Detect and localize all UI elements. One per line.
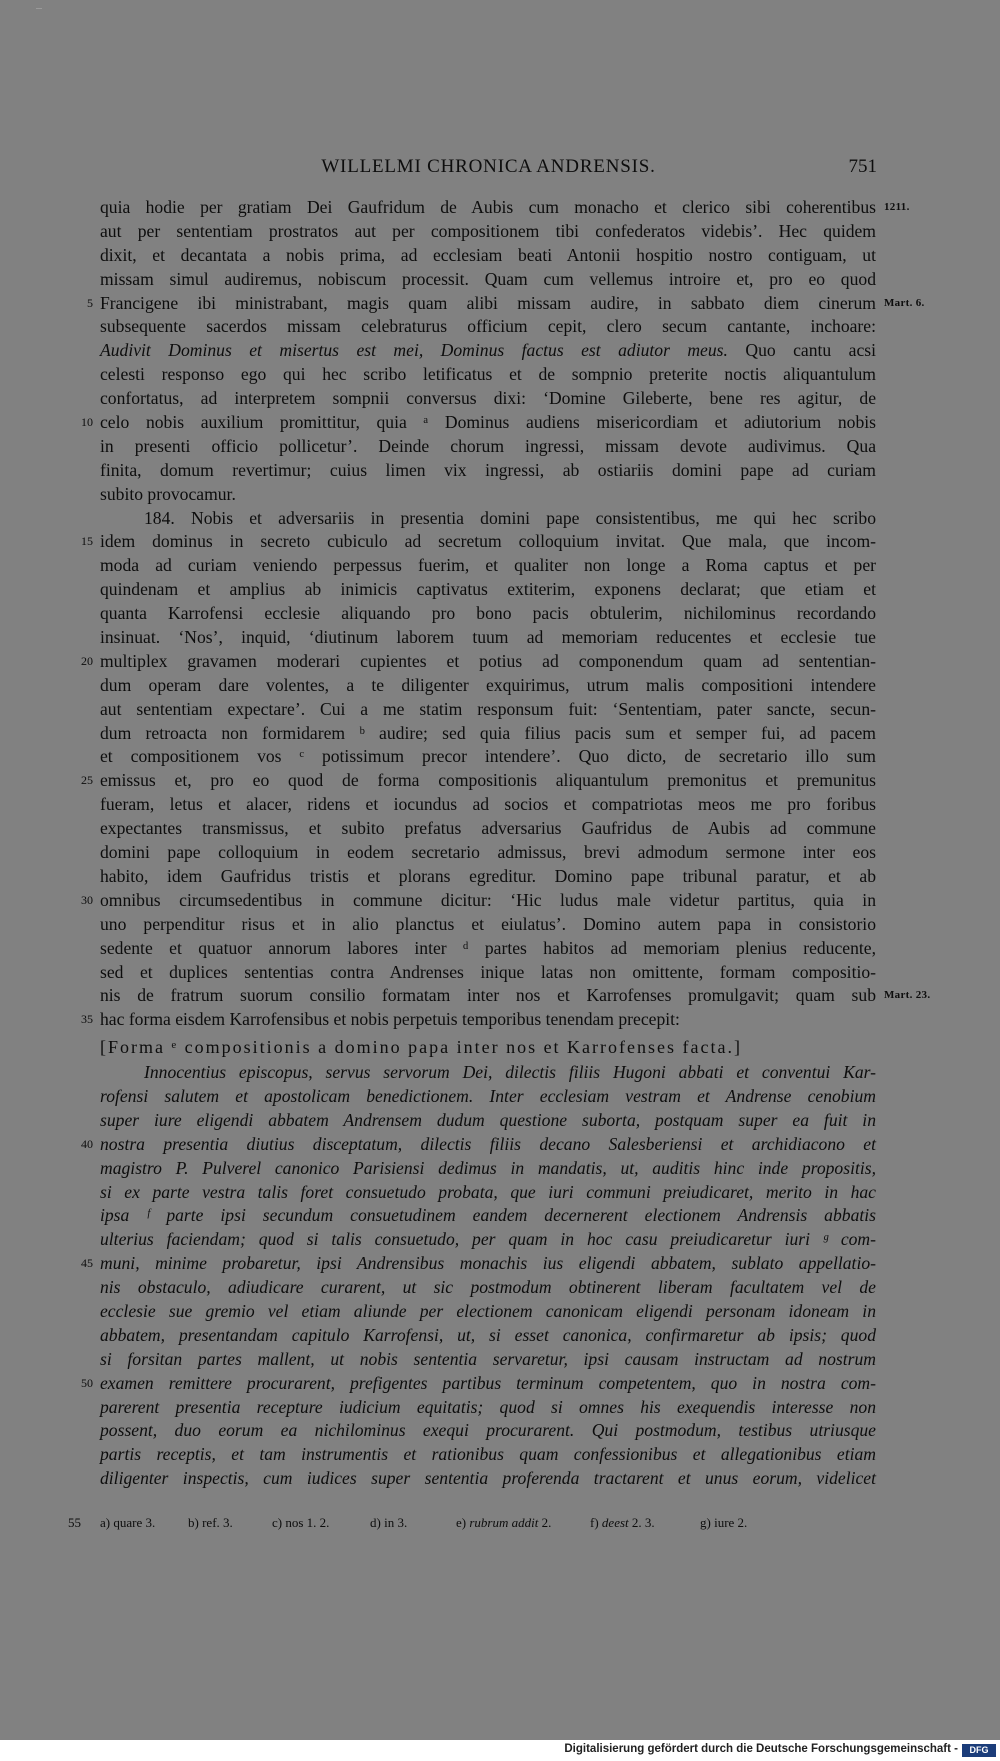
- dfg-logo-icon: DFG: [962, 1744, 996, 1757]
- text-line: missam simul audiremus, nobiscum processit. Quam cum vellemus introire et, pro eo quod: [100, 268, 876, 289]
- line-number: 45: [81, 1256, 93, 1271]
- text-line: confortatus, ad interpretem sompnii conversus dixi: ‘Domine Gileberte, bene res agitur, de: [100, 388, 876, 409]
- text-line: insinuat. ‘Nos’, inquid, ‘diutinum laborem tuum ad memoriam reducentes et ecclesie tue: [100, 627, 876, 648]
- text-line: muni, minime probaretur, ipsi Andrensibus monachis ius eligendi abbatem, sublato appellatio- 45: [100, 1252, 876, 1276]
- footnote: e) rubrum addit 2.: [456, 1515, 552, 1530]
- text-line: uno perpenditur risus et in alio planctus et eiulatus’. Domino autem papa in consistorio: [100, 913, 876, 934]
- text-line: rofensi salutem et apostolicam benedictionem. Inter ecclesiam vestram et Andrense cenobium: [100, 1085, 876, 1106]
- scan-artifact: [36, 8, 42, 9]
- text-line: celesti responso ego qui hec scribo letificatus et de sompnio preterite noctis aliquantulum: [100, 364, 876, 385]
- body-text: [81, 196, 931, 1491]
- text-line: si ex parte vestra talis foret consuetudo probata, que iuri communi preiudicaret, merito in hac: [100, 1181, 876, 1202]
- line-number: 30: [81, 892, 93, 907]
- text-line: celo nobis auxilium promittitur, quia ᵃ Dominus audiens misericordiam et adiutorium nobis 10: [100, 411, 876, 435]
- funding-credit: Digitalisierung gefördert durch die Deutsche Forschungsgemeinschaft -: [564, 1743, 958, 1755]
- line-number: 35: [81, 1012, 93, 1027]
- footnote: b) ref. 3.: [188, 1515, 233, 1530]
- text-line: multiplex gravamen moderari cupientes et potius ad componendum quam ad sententian- 20: [100, 650, 876, 674]
- footnote: f) deest 2. 3.: [590, 1515, 655, 1530]
- line-number: 25: [81, 773, 93, 788]
- text-line: habito, idem Gaufridus tristis et plorans egreditur. Domino pape tribunal paratur, et ab: [100, 865, 876, 886]
- text-line: examen remittere procurarent, prefigentes partibus terminum competentem, quo in nostra com- 50: [100, 1372, 876, 1396]
- text-line: finita, domum revertimur; cuius limen vix ingressi, ab ostiariis domini pape ad curiam: [100, 459, 876, 480]
- running-header: [100, 154, 877, 182]
- text-line: ipsa ᶠ parte ipsi secundum consuetudinem eandem decernerent electionem Andrensis abbatis: [100, 1205, 876, 1226]
- page-number: 751: [848, 156, 877, 177]
- footnote: c) nos 1. 2.: [272, 1515, 330, 1530]
- text-line: subito provocamur.: [100, 483, 236, 504]
- text-line: et compositionem vos ᶜ potissimum precor intendere’. Quo dicto, de secretario illo sum: [100, 746, 876, 767]
- line-number: 10: [81, 415, 93, 430]
- text-line: dum operam dare volentes, a te diligenter exquirimus, utrum malis compositioni intendere: [100, 674, 876, 695]
- footnote: g) iure 2.: [700, 1515, 748, 1530]
- text-line: sedente et quatuor annorum labores inter ᵈ partes habitos ad memoriam plenius reducente,: [100, 937, 876, 958]
- text-line: idem dominus in secreto cubiculo ad secretum colloquium invitat. Que mala, que incom- 15: [100, 530, 876, 554]
- text-line: nis de fratrum suorum consilio formatam inter nos et Karrofenses promulgavit; quam sub Mart. 23.: [100, 984, 876, 1008]
- text-line: dixit, et decantata a nobis prima, ad ecclesiam beati Antonii hospitio nostro contiguam, ut: [100, 244, 876, 265]
- text-line: domini pape colloquium in eodem secretario admissus, brevi admodum sermone inter eos: [100, 842, 876, 863]
- document-heading: [Forma ᵉ compositionis a domino papa inter nos et Karrofenses facta.]: [100, 1037, 742, 1058]
- text-line: parerent presentia recepture iudicium equitatis; quod si omnes his exequendis interesse non: [100, 1396, 876, 1417]
- text-line: magistro P. Pulverel canonico Parisiensi dedimus in mandatis, ut, auditis hinc inde propositis,: [100, 1157, 876, 1178]
- footnote: d) in 3.: [370, 1515, 408, 1530]
- text-line: aut per sententiam prostratos aut per compositionem tibi confederatos videbis’. Hec quidem: [100, 220, 876, 241]
- line-number: 50: [81, 1375, 93, 1390]
- text-line: moda ad curiam veniendo perpessus fuerim, et qualiter non longe a Roma captus et per: [100, 555, 876, 576]
- text-line: Francigene ibi ministrabant, magis quam alibi missam audire, in sabbato diem cinerum 5 Mart. 6.: [100, 292, 876, 316]
- margin-date-note: Mart. 6.: [884, 296, 925, 309]
- text-line: nis obstaculo, adiudicare curarent, ut sic postmodum obtinerent liberam facultatem vel de: [100, 1277, 876, 1298]
- footnotes: [68, 1512, 876, 1534]
- text-line: 184. Nobis et adversariis in presentia domini pape consistentibus, me qui hec scribo: [144, 507, 876, 528]
- text-line: omnibus circumsedentibus in commune dicitur: ‘Hic ludus male videtur partitus, quia in 30: [100, 889, 876, 913]
- text-line: in presenti officio pollicetur’. Deinde chorum ingressi, missam devote audivimus. Qua: [100, 435, 876, 456]
- text-line: fueram, letus et alacer, ridens et iocundus ad socios et compatriotas meos me pro foribus: [100, 794, 876, 815]
- footnote-line-number: 55: [68, 1515, 81, 1530]
- text-line: possent, duo eorum ea nichilominus exequi procurarent. Qui postmodum, testibus utriusque: [100, 1420, 876, 1441]
- digitization-footer: [0, 1740, 1000, 1761]
- text-line: nostra presentia diutius disceptatum, dilectis filiis decano Salesberiensi et archidiacono et 40: [100, 1133, 876, 1157]
- text-line: quanta Karrofensi ecclesie aliquando pro bono pacis obtulerim, nichilominus recordando: [100, 603, 876, 624]
- text-line: emissus et, pro eo quod de forma compositionis aliquantulum premonitus et premunitus 25: [100, 769, 876, 793]
- text-line: super iure eligendi abbatem Andrensem dudum questione suborta, postquam super ea fuit in: [100, 1109, 876, 1130]
- line-number: 5: [87, 295, 93, 310]
- line-number: 15: [81, 534, 93, 549]
- text-line: Audivit Dominus et misertus est mei, Dominus factus est adiutor meus. Quo cantu acsi: [100, 340, 876, 361]
- text-line: hac forma eisdem Karrofensibus et nobis perpetuis temporibus tenendam precepit: 35: [100, 1008, 876, 1032]
- text-line: partis receptis, et tam instrumentis et rationibus quam confessionibus et allegationibus etiam: [100, 1444, 876, 1465]
- text-line: quindenam et amplius ab inimicis captivatus extiterim, exponens declarat; que etiam et: [100, 579, 876, 600]
- line-number: 20: [81, 653, 93, 668]
- line-number: 40: [81, 1136, 93, 1151]
- text-line: sed et duplices sententias contra Andrenses inique latas non omittente, formam compositio-: [100, 961, 876, 982]
- margin-date-note: Mart. 23.: [884, 989, 931, 1002]
- text-line: Innocentius episcopus, servus servorum Dei, dilectis filiis Hugoni abbati et conventui Kar-: [144, 1062, 876, 1083]
- running-title: WILLELMI CHRONICA ANDRENSIS.: [321, 156, 656, 177]
- text-line: aut sententiam expectare’. Cui a me statim responsum fuit: ‘Sententiam, pater sancte, secun-: [100, 698, 876, 719]
- margin-date-note: 1211.: [884, 201, 910, 213]
- text-line: si forsitan partes mallent, ut nobis sententia servaretur, ipsi causam instructam ad nostrum: [100, 1348, 876, 1369]
- text-line: ecclesie sue gremio vel etiam aliunde per electionem canonicam eligendi personam idoneam in: [100, 1300, 876, 1321]
- text-line: ulterius faciendam; quod si talis consuetudo, per quam in hoc casu preiudicaretur iuri ᵍ com-: [100, 1229, 876, 1250]
- text-line: dum retroacta non formidarem ᵇ audire; sed quia filius pacis sum et semper fui, ad pacem: [100, 722, 876, 743]
- footnote: a) quare 3.: [100, 1515, 156, 1530]
- text-line: diligenter inspectis, cum iudices super sententia proferenda tractarent et unus eorum, videlicet: [100, 1468, 876, 1489]
- text-line: subsequente sacerdos missam celebraturus officium cepit, clero secum cantante, inchoare:: [100, 316, 876, 337]
- text-line: abbatem, presentandam capitulo Karrofensi, ut, si esset canonica, confirmaretur ab ipsis; quod: [100, 1324, 876, 1345]
- text-line: quia hodie per gratiam Dei Gaufridum de Aubis cum monacho et clerico sibi coherentibus 1211.: [100, 196, 876, 220]
- text-line: expectantes transmissus, et subito prefatus adversarius Gaufridus de Aubis ad commune: [100, 818, 876, 839]
